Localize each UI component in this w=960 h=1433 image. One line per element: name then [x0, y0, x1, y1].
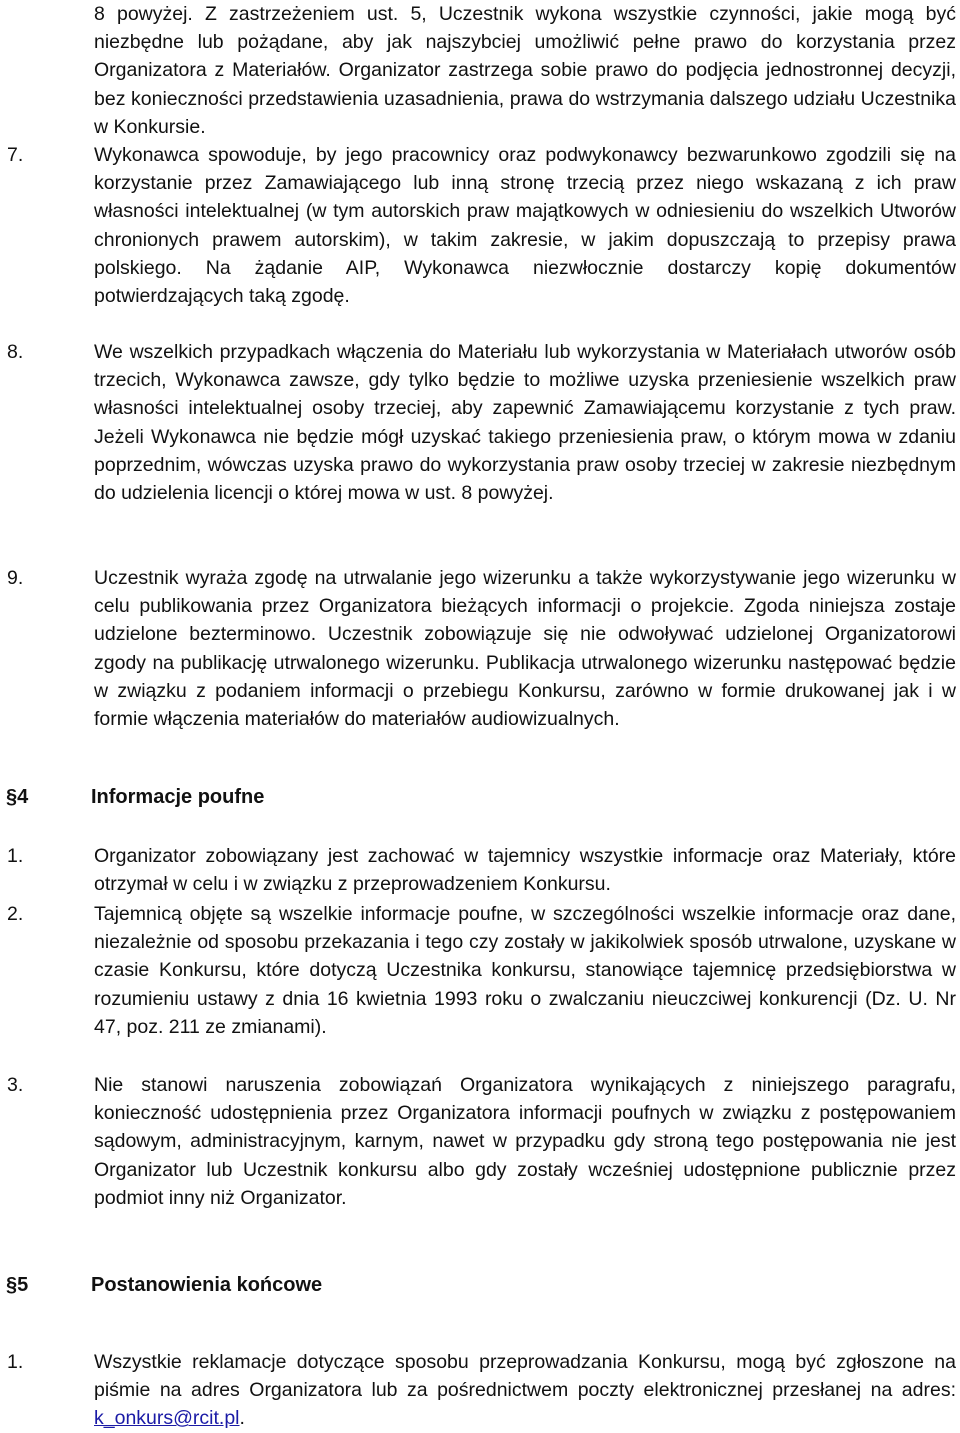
item-number: 2.: [7, 903, 24, 925]
item-number: 3.: [7, 1074, 24, 1096]
paragraph-number: 7.: [7, 144, 24, 166]
paragraph-text: We wszelkich przypadkach włączenia do Materiału lub wykorzystania w Materiałach utworów osób trzecich, Wykonawca zawsze, gdy tylko będzie to możliwe uzyska przeniesienie wszelkich praw własności intelektualnej osoby trzeciej, aby zapewnić Zamawiającemu korzystanie z tych praw. Jeżeli Wykonawca nie będzie mógł uzyskać takiego przeniesienia praw, o którym mowa w zdaniu poprzednim, wówczas uzyska prawo do wykorzystania praw osoby trzeciej w zakresie niezbędnym do udzielenia licencji o której mowa w ust. 8 powyżej.: [94, 341, 956, 505]
paragraph-text: 8 powyżej. Z zastrzeżeniem ust. 5, Uczestnik wykona wszystkie czynności, jakie mogą być niezbędne lub pożądane, aby jak najszybciej umożliwić pełne prawo do korzystania przez Organizatora z Materiałów. Organizator zastrzega sobie prawo do podjęcia jednostronnej decyzji, bez konieczności przedstawienia uzasadnienia, prawa do wstrzymania dalszego udziału Uczestnika w Konkursie.: [94, 3, 956, 138]
item-text: Wszystkie reklamacje dotyczące sposobu przeprowadzania Konkursu, mogą być zgłoszone na piśmie na adres Organizatora lub za pośrednictwem poczty elektronicznej przesłanej na adres:: [94, 1351, 956, 1402]
email-link[interactable]: k_onkurs@rcit.pl: [94, 1407, 240, 1430]
item-number: 1.: [7, 1351, 24, 1373]
paragraph-number: 9.: [7, 567, 24, 589]
item-text-block: [94, 1348, 956, 1433]
paragraph-text: Uczestnik wyraża zgodę na utrwalanie jego wizerunku a także wykorzystywanie jego wizerunku w celu publikowania przez Organizatora bieżących informacji o projekcie. Zgoda niniejsza zostaje udzielone bezterminowo. Uczestnik zobowiązuje się nie odwoływać udzielonej Organizatorowi zgody na publikację utrwalonego wizerunku. Publikacja utrwalonego wizerunku następować będzie w związku z podaniem informacji o przebiegu Konkursu, zarówno w formie drukowanej jak i w formie włączenia materiałów do materiałów audiowizualnych.: [94, 567, 956, 731]
item-text: Organizator zobowiązany jest zachować w tajemnicy wszystkie informacje oraz Materiały, które otrzymał w celu i w związku z przeprowadzeniem Konkursu.: [94, 845, 956, 896]
item-text: Nie stanowi naruszenia zobowiązań Organizatora wynikających z niniejszego paragrafu, konieczność udostępnienia przez Organizatora informacji poufnych w związku z postępowaniem sądowym, administracyjnym, karnym, nawet w przypadku gdy stroną tego postępowania nie jest Organizator lub Uczestnik konkursu albo gdy zostały wcześniej udostępnione publicznie przez podmiot inny niż Organizator.: [94, 1074, 956, 1209]
section-number: §5: [6, 1274, 29, 1296]
paragraph-number: 8.: [7, 341, 24, 363]
item-number: 1.: [7, 845, 24, 867]
paragraph-text: Wykonawca spowoduje, by jego pracownicy oraz podwykonawcy bezwarunkowo zgodzili się na korzystanie przez Zamawiającego lub inną stronę trzecią przez niego wskazaną z ich praw własności intelektualnej (w tym autorskich praw majątkowych w odniesieniu do wszelkich Utworów chronionych prawem autorskim), w takim zakresie, w jakim dopuszczają to przepisy prawa polskiego. Na żądanie AIP, Wykonawca niezwłocznie dostarczy kopię dokumentów potwierdzających taką zgodę.: [94, 144, 956, 308]
item-text-end: .: [239, 1407, 245, 1430]
section-number: §4: [6, 786, 29, 808]
item-text: Tajemnicą objęte są wszelkie informacje poufne, w szczególności wszelkie informacje oraz dane, niezależnie od sposobu przekazania i tego czy zostały w jakikolwiek sposób utrwalone, uzyskane w czasie Konkursu, które dotyczą Uczestnika konkursu, stanowiące tajemnicę przedsiębiorstwa w rozumieniu ustawy z dnia 16 kwietnia 1993 roku o zwalczaniu nieuczciwej konkurencji (Dz. U. Nr 47, poz. 211 ze zmianami).: [94, 903, 956, 1038]
section-title: Informacje poufne: [91, 786, 265, 808]
section-title: Postanowienia końcowe: [91, 1274, 323, 1296]
